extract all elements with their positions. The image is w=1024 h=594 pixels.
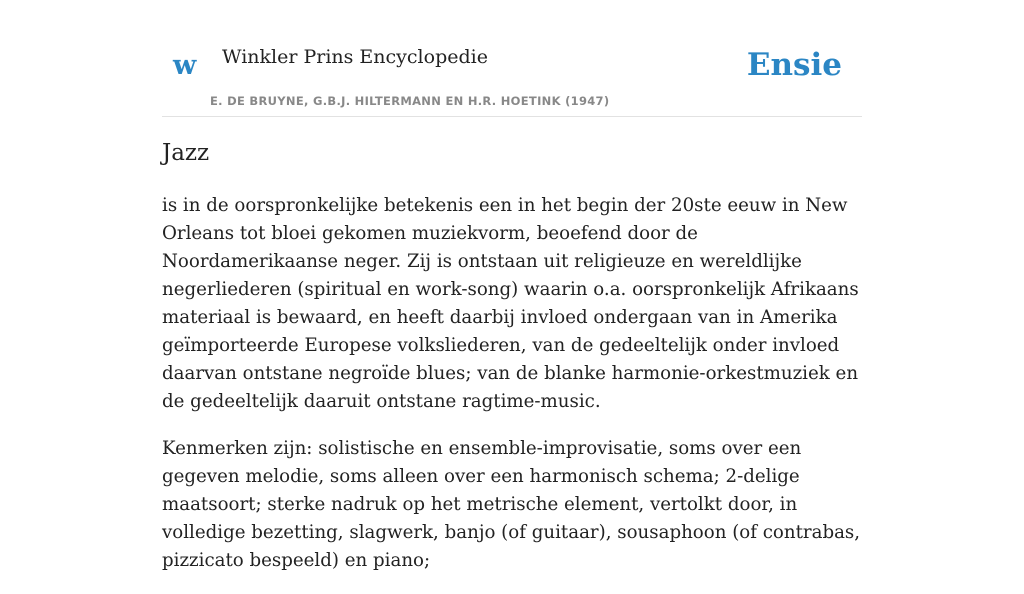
ensie-logo[interactable]: Ensie [746, 47, 842, 83]
source-logo[interactable]: w [173, 50, 197, 81]
source-title-link[interactable]: Winkler Prins Encyclopedie [222, 46, 488, 68]
entry-title: Jazz [162, 140, 210, 166]
source-header [162, 0, 862, 117]
entry-body [162, 192, 862, 594]
entry-paragraph: Kenmerken zijn: solistische en ensemble-improvisatie, soms over een gegeven melodie, soms alleen over een harmonisch schema; 2-delige maatsoort; sterke nadruk op het metrische element, vertolkt door, in volledige bezetting, slagwerk, banjo (of guitaar), sousaphoon (of contrabas, pizzicato bespeeld) en piano; [162, 438, 861, 571]
entry-paragraph: is in de oorspronkelijke betekenis een in het begin der 20ste eeuw in New Orleans tot bloei gekomen muziekvorm, beoefend door de Noordamerikaanse neger. Zij is ontstaan uit religieuze en wereldlijke negerliederen (spiritual en work-song) waarin o.a. oorspronkelijk Afrikaans materiaal is bewaard, en heeft daarbij invloed ondergaan van in Amerika geïmporteerde Europese volksliederen, van de gedeeltelijk onder invloed daarvan ontstane negroïde blues; van de blanke harmonie-orkestmuziek en de gedeeltelijk daaruit ontstane ragtime-music. [162, 195, 859, 412]
source-authors: E. DE BRUYNE, G.B.J. HILTERMANN EN H.R. HOETINK (1947) [210, 94, 610, 108]
page [162, 0, 862, 571]
